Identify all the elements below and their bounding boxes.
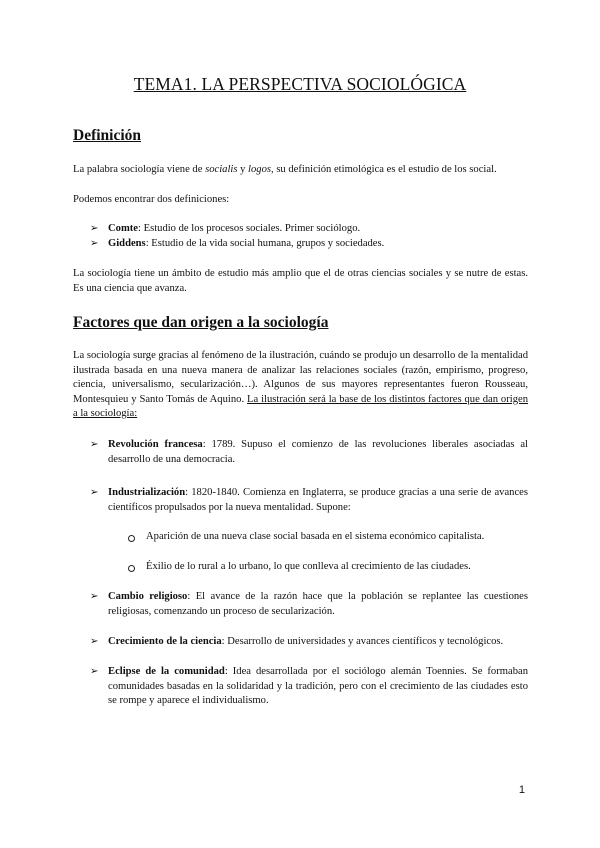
paragraph-ilustracion [73, 349, 528, 422]
factor-cambio-religioso [90, 590, 528, 619]
sub-item-exilio-rural [128, 560, 528, 575]
heading-definicion: Definición [73, 127, 142, 144]
factor-text: : 1820-1840. Comienza en Inglaterra, se produce gracias a una serie de avances científicos propulsados por la nueva mentalidad. Supone: [108, 487, 528, 513]
arrow-bullet-icon: ➢ [90, 487, 99, 498]
arrow-bullet-icon: ➢ [90, 439, 99, 450]
factor-industrializacion [90, 486, 528, 515]
heading-factores: Factores que dan origen a la sociología [73, 314, 329, 331]
sub-item-text: Aparición de una nueva clase social basada en el sistema económico capitalista. [146, 531, 485, 542]
factor-term: Cambio religioso [108, 591, 188, 602]
paragraph-scope: La sociología tiene un ámbito de estudio más amplio que el de otras ciencias sociales y se nutre de estas. Es una ciencia que avanza. [73, 268, 528, 294]
bullet-text: : Estudio de los procesos sociales. Primer sociólogo. [138, 223, 361, 234]
text-run: La palabra sociología viene de [73, 164, 206, 175]
factor-term: Crecimiento de la ciencia [108, 636, 222, 647]
factor-eclipse-comunidad [90, 665, 528, 709]
bullet-term: Giddens [108, 238, 146, 249]
factor-text: : El avance de la razón hace que la población se replantee las cuestiones religiosas, comenzando un proceso de secularización. [108, 591, 529, 617]
bullet-text: : Estudio de la vida social humana, grupos y sociedades. [145, 238, 385, 249]
factor-crecimiento-ciencia [90, 635, 528, 650]
sub-item-clase-social [128, 530, 528, 545]
arrow-bullet-icon: ➢ [90, 666, 99, 677]
sub-item-text: Éxilio de lo rural a lo urbano, lo que conlleva al crecimiento de las ciudades. [146, 561, 471, 572]
text-run-italic: socialis [205, 164, 238, 175]
factor-term: Revolución francesa [108, 439, 203, 450]
factor-term: Industrialización [108, 487, 186, 498]
circle-bullet-icon [128, 565, 135, 572]
text-run-italic: logos [248, 164, 272, 175]
factor-revolucion-francesa [90, 438, 528, 467]
factor-text: : Idea desarrollada por el sociólogo alemán Toennies. Se formaban comunidades basadas en la solidaridad y la tradición, pero con el crecimiento de las ciudades esto se rompe y aparece el individualismo. [108, 666, 528, 706]
page-number: 1 [518, 784, 525, 796]
text-run: La sociología surge gracias al fenómeno de la ilustración, cuándo se produjo un desarrollo de la mentalidad ilustrada basada en una nueva manera de analizar las relaciones sociales (razón, empirismo, progreso, ciencia, universalismo, secularización…). Algunos de sus mayores representantes fueron Rousseau, Montesquieu y Santo Tomás de Aquino. [73, 350, 528, 405]
text-run-underlined: La ilustración será la base de los distintos factores que dan origen a la sociología: [73, 393, 528, 419]
arrow-bullet-icon: ➢ [90, 238, 99, 249]
factor-text: : 1789. Supuso el comienzo de las revoluciones liberales asociadas al desarrollo de una democracia. [108, 439, 528, 465]
paragraph-definitions-intro: Podemos encontrar dos definiciones: [73, 194, 230, 205]
factor-text: : Desarrollo de universidades y avances científicos y tecnológicos. [221, 636, 504, 647]
paragraph-etymology [73, 163, 528, 178]
circle-bullet-icon [128, 535, 135, 542]
factor-term: Eclipse de la comunidad [108, 666, 225, 677]
page-title: TEMA1. LA PERSPECTIVA SOCIOLÓGICA [133, 74, 467, 94]
text-run: , su definición etimológica es el estudio de los social. [271, 164, 497, 175]
arrow-bullet-icon: ➢ [90, 591, 99, 602]
bullet-comte [90, 222, 528, 237]
arrow-bullet-icon: ➢ [90, 223, 99, 234]
bullet-term: Comte [108, 223, 139, 234]
arrow-bullet-icon: ➢ [90, 636, 99, 647]
bullet-giddens [90, 237, 528, 252]
text-run: y [237, 164, 249, 175]
